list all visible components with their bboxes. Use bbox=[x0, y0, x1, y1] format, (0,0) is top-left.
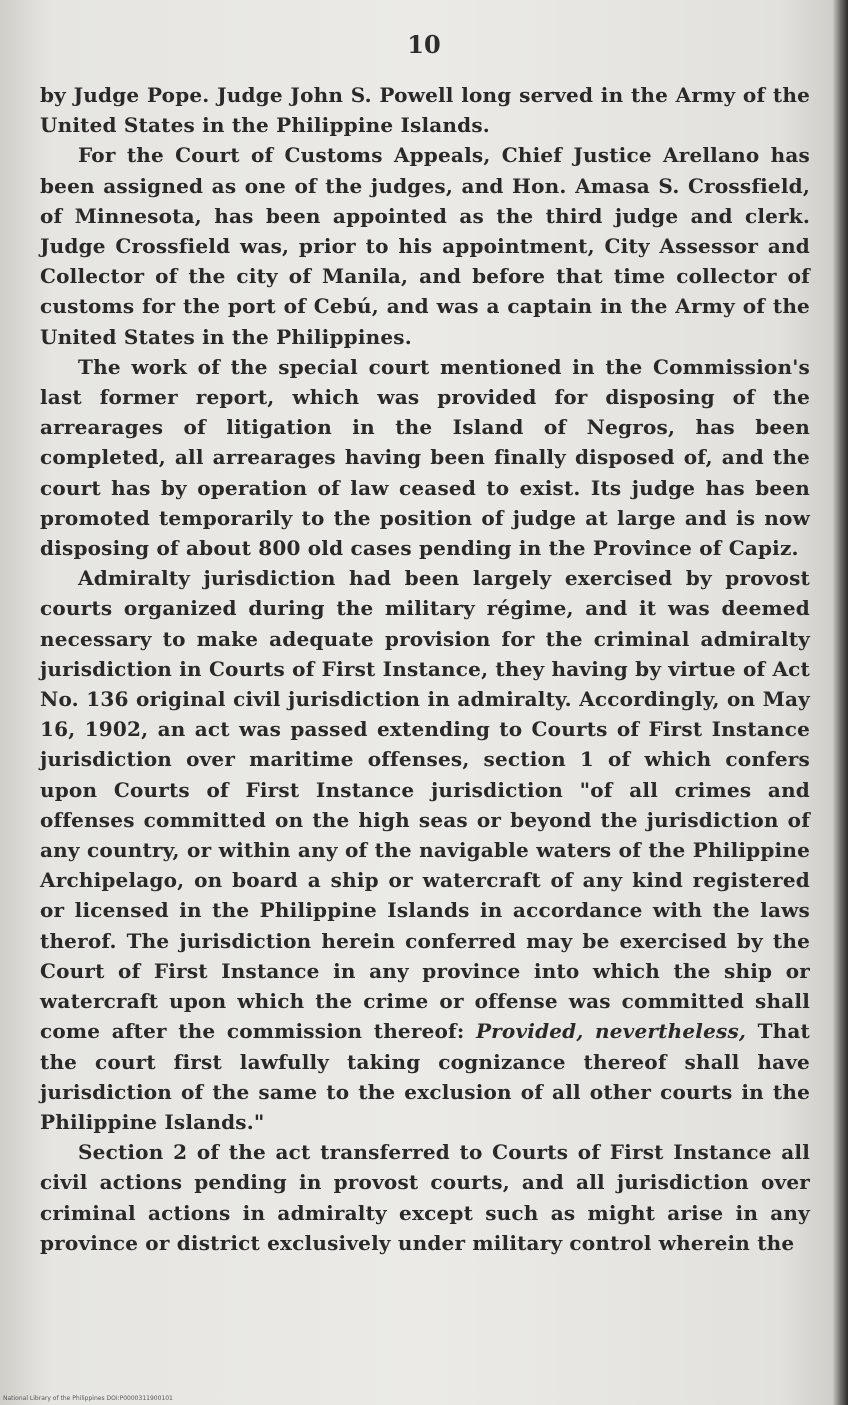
paragraph-1: by Judge Pope. Judge John S. Powell long served in the Army of the United States in the Philippine Islands. bbox=[40, 83, 810, 138]
page-number: 10 bbox=[407, 30, 441, 59]
paragraph-4-text-before-italic: Admiralty jurisdiction had been largely exercised by provost courts organized during the military régime, and it was deemed necessary to make adequate provision for the criminal admiralty jurisdiction in Courts of First Instance, they having by virtue of Act No. 136 original civil jurisdiction in admiralty. Accordingly, on May 16, 1902, an act was passed extending to Courts of First Instance jurisdiction over maritime offenses, section 1 of which confers upon Courts of First Instance jurisdiction "of all crimes and offenses committed on the high seas or beyond the jurisdiction of any country, or within any of the navigable waters of the Philippine Archipelago, on board a ship or watercraft of any kind registered or licensed in the Philippine Islands in accordance with the laws therof. The jurisdiction herein conferred may be exercised by the Court of First Instance in any province into which the ship or watercraft upon which the crime or offense was committed shall come after the commission thereof: bbox=[40, 566, 810, 1044]
paragraph-2: For the Court of Customs Appeals, Chief Justice Arellano has been assigned as one of the judges, and Hon. Amasa S. Crossfield, of Minnesota, has been appointed as the third judge and clerk. Judge Crossfield was, prior to his appointment, City Assessor and Collector of the city of Manila, and before that time collector of customs for the port of Cebú, and was a captain in the Army of the United States in the Philippines. bbox=[40, 143, 810, 349]
body-text bbox=[40, 80, 810, 1258]
paragraph-4 bbox=[40, 563, 810, 1137]
paragraph-3: The work of the special court mentioned in the Commission's last former report, which was provided for disposing of the arrearages of litigation in the Island of Negros, has been completed, all arrearages having been finally disposed of, and the court has by operation of law ceased to exist. Its judge has been promoted temporarily to the position of judge at large and is now disposing of about 800 old cases pending in the Province of Capiz. bbox=[40, 354, 810, 561]
scan-credit-footer: National Library of the Philippines DOI:P0000311900101 bbox=[3, 1395, 173, 1402]
paragraph-4-text-after-italic: That the court first lawfully taking cognizance thereof shall have jurisdiction of the same to the exclusion of all other courts in the Philippine Islands." bbox=[40, 1019, 810, 1134]
page-edge-shadow bbox=[832, 0, 848, 1405]
paragraph-4-italic-phrase: Provided, nevertheless, bbox=[475, 1019, 747, 1044]
paragraph-5: Section 2 of the act transferred to Courts of First Instance all civil actions pending in provost courts, and all jurisdiction over criminal actions in admiralty except such as might arise in any province or district exclusively under military control wherein the bbox=[40, 1140, 810, 1255]
